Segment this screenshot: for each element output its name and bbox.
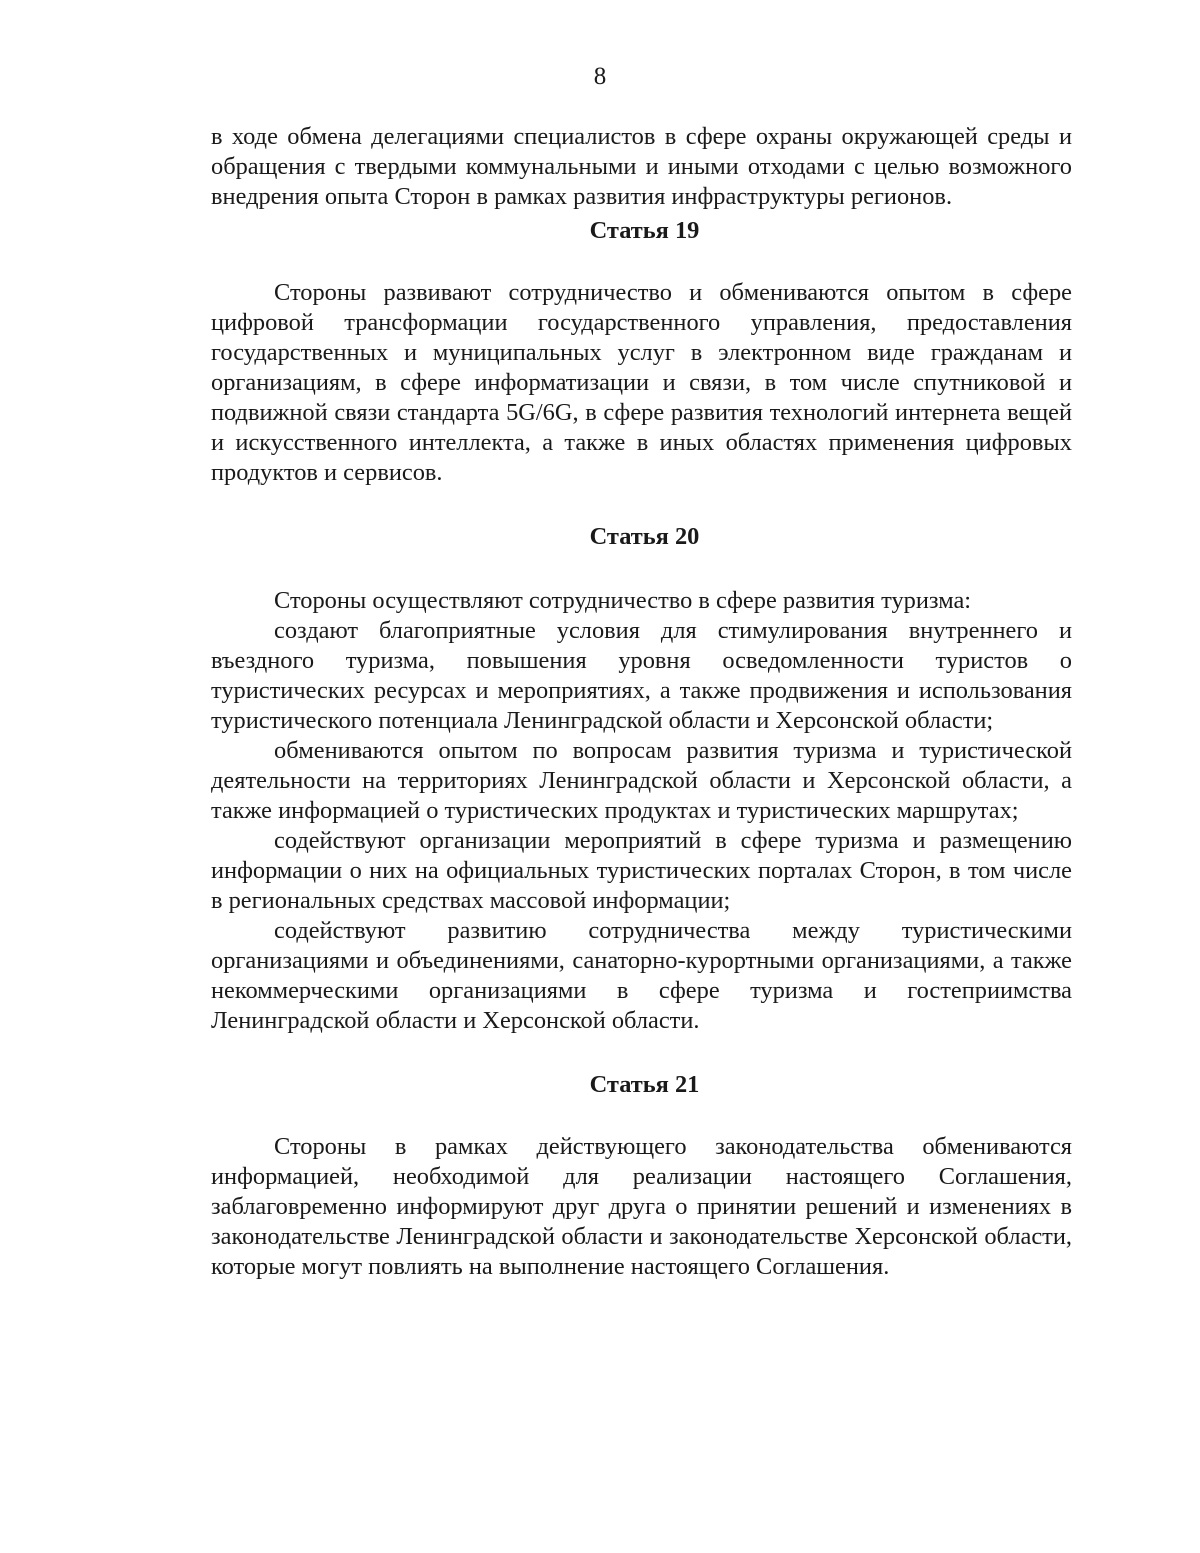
article-21-title: Статья 21	[589, 1071, 700, 1098]
article-20-item: содействуют организации мероприятий в сфере туризма и размещению информации о них на официальных туристических порталах Сторон, в том числе в региональных средствах массовой информации;	[211, 827, 1072, 914]
article-20-item: создают благоприятные условия для стимулирования внутреннего и въездного туризма, повышения уровня осведомленности туристов о туристических ресурсах и мероприятиях, а также продвижения и использования туристического потенциала Ленинградской области и Херсонской области;	[211, 617, 1072, 734]
article-20-title: Статья 20	[589, 523, 700, 550]
article-21-text: Стороны в рамках действующего законодательства обмениваются информацией, необходимой для реализации настоящего Соглашения, заблаговременно информируют друг друга о принятии решений и изменениях в законодательстве Ленинградской области и законодательстве Херсонской области, которые могут повлиять на выполнение настоящего Соглашения.	[211, 1133, 1072, 1280]
intro-paragraph: в ходе обмена делегациями специалистов в сфере охраны окружающей среды и обращения с твердыми коммунальными и иными отходами с целью возможного внедрения опыта Сторон в рамках развития инфраструктуры регионов.	[211, 123, 1072, 210]
article-20-lead: Стороны осуществляют сотрудничество в сфере развития туризма:	[274, 587, 972, 614]
article-19-text: Стороны развивают сотрудничество и обмениваются опытом в сфере цифровой трансформации государственного управления, предоставления государственных и муниципальных услуг в электронном виде гражданам и организациям, в сфере информатизации и связи, в том числе спутниковой и подвижной связи стандарта 5G/6G, в сфере развития технологий интернета вещей и искусственного интеллекта, а также в иных областях применения цифровых продуктов и сервисов.	[211, 279, 1072, 486]
page-number: 8	[593, 63, 607, 90]
article-20-item: содействуют развитию сотрудничества между туристическими организациями и объединениями, санаторно-курортными организациями, а также некоммерческими организациями в сфере туризма и гостеприимства Ленинградской области и Херсонской области.	[211, 917, 1072, 1034]
document-body	[211, 122, 1072, 1282]
article-20-item: обмениваются опытом по вопросам развития туризма и туристической деятельности на территориях Ленинградской области и Херсонской области, а также информацией о туристических продуктах и туристических маршрутах;	[211, 737, 1072, 824]
article-19-title: Статья 19	[589, 217, 700, 244]
